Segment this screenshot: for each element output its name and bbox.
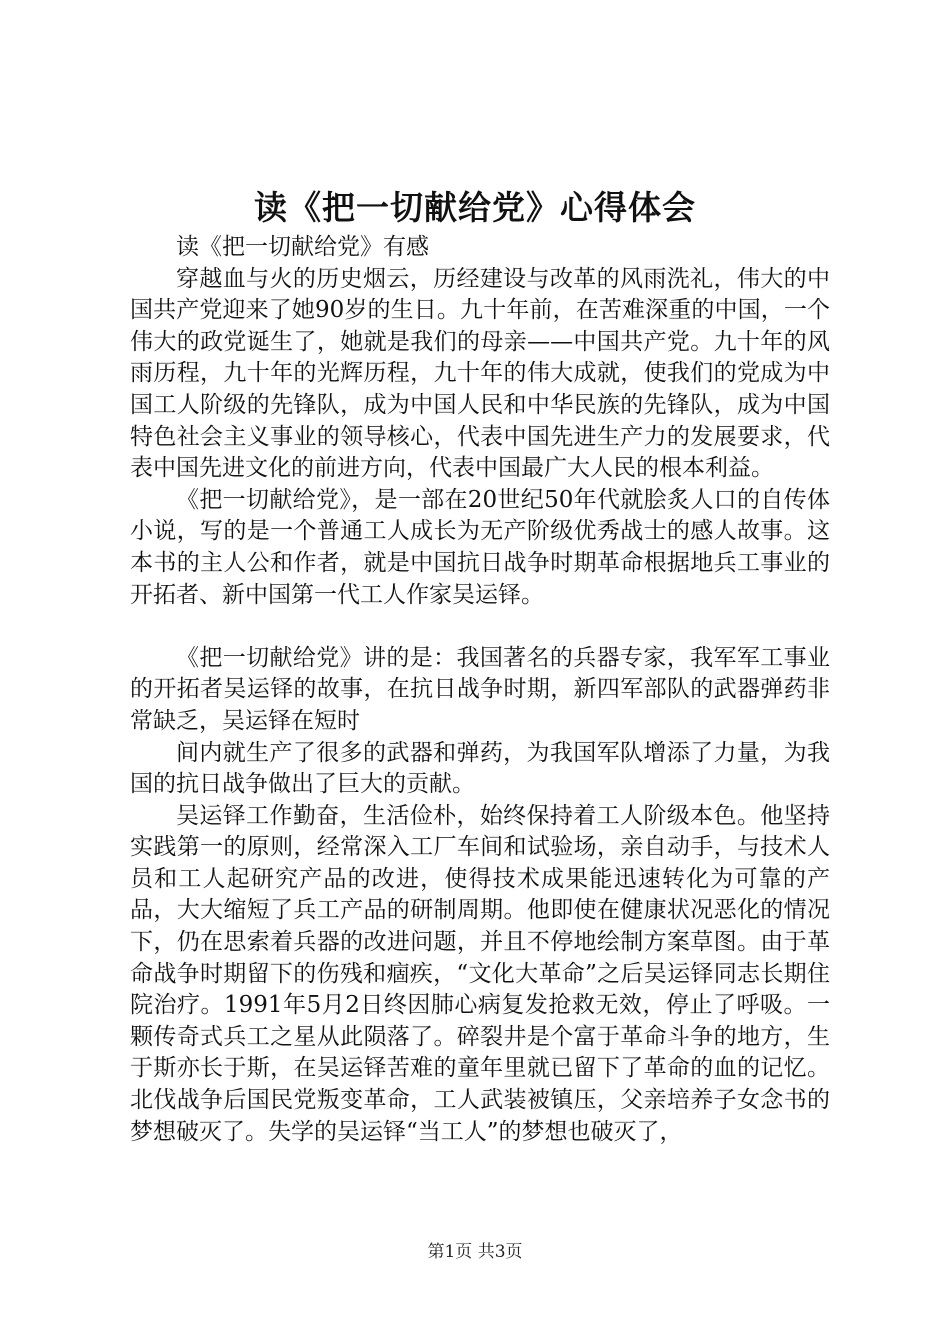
- paragraph: 《把一切献给党》，是一部在20世纪50年代就脍炙人口的自传体小说，写的是一个普通工人成长为无产阶级优秀战士的感人故事。这本书的主人公和作者，就是中国抗日战争时期革命根据地兵工事业的开拓者、新中国第一代工人作家吴运铎。: [130, 486, 830, 608]
- document-body: [130, 232, 830, 1148]
- paragraph-subtitle: 读《把一切献给党》有感: [176, 234, 429, 260]
- page-footer: 第1页 共3页: [427, 1242, 523, 1262]
- paragraph: 吴运铎工作勤奋，生活俭朴，始终保持着工人阶级本色。他坚持实践第一的原则，经常深入工厂车间和试验场，亲自动手，与技术人员和工人起研究产品的改进，使得技术成果能迅速转化为可靠的产品，大大缩短了兵工产品的研制周期。他即使在健康状况恶化的情况下，仍在思索着兵器的改进问题，并且不停地绘制方案草图。由于革命战争时期留下的伤残和痼疾，“文化大革命”之后吴运铎同志长期住院治疗。1991年5月2日终因肺心病复发抢救无效，停止了呼吸。一颗传奇式兵工之星从此陨落了。碎裂井是个富于革命斗争的地方，生于斯亦长于斯，在吴运铎苦难的童年里就已留下了革命的血的记忆。北伐战争后国民党叛变革命，工人武装被镇压，父亲培养子女念书的梦想破灭了。失学的吴运铎“当工人”的梦想也破灭了，: [130, 802, 830, 1145]
- paragraph: 穿越血与火的历史烟云，历经建设与改革的风雨洗礼，伟大的中国共产党迎来了她90岁的生日。九十年前，在苦难深重的中国，一个伟大的政党诞生了，她就是我们的母亲——中国共产党。九十年的风雨历程，九十年的光辉历程，九十年的伟大成就，使我们的党成为中国工人阶级的先锋队，成为中国人民和中华民族的先锋队，成为中国特色社会主义事业的领导核心，代表中国先进生产力的发展要求，代表中国先进文化的前进方向，代表中国最广大人民的根本利益。: [130, 265, 830, 482]
- paragraph: 间内就生产了很多的武器和弹药，为我国军队增添了力量，为我国的抗日战争做出了巨大的贡献。: [130, 739, 830, 798]
- paragraph-spacer: [130, 611, 830, 643]
- document-title: 读《把一切献给党》心得体会: [254, 188, 696, 227]
- paragraph: 《把一切献给党》讲的是：我国著名的兵器专家，我军军工事业的开拓者吴运铎的故事，在抗日战争时期，新四军部队的武器弹药非常缺乏，吴运铎在短时: [130, 644, 830, 734]
